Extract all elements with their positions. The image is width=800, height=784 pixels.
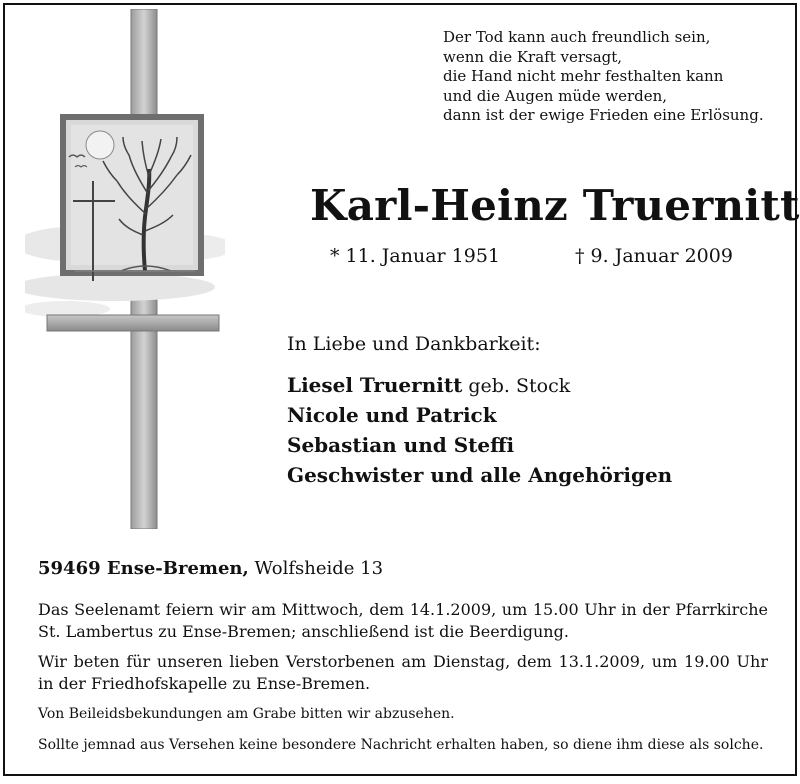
mourner-primary [287, 371, 672, 401]
birth-date: * 11. Januar 1951 [330, 245, 501, 267]
address [38, 558, 383, 579]
mourner-line [287, 461, 672, 491]
poem-line: dann ist der ewige Frieden eine Erlösung. [443, 106, 764, 124]
death-date: † 9. Januar 2009 [575, 245, 733, 267]
address-city: 59469 Ense-Bremen, [38, 558, 249, 579]
poem-line: wenn die Kraft versagt, [443, 47, 623, 66]
mourner-name: Geschwister und alle Angehörigen [287, 463, 673, 487]
cross-tree-sketch-icon [25, 9, 225, 529]
deceased-name: Karl-Heinz Truernitt [310, 181, 800, 230]
mourner-line [287, 431, 672, 461]
condolence-note: Von Beileidsbekundungen am Grabe bitten wir abzusehen. [38, 706, 455, 722]
mourners-intro: In Liebe und Dankbarkeit: [287, 333, 541, 355]
notification-note: Sollte jemnad aus Versehen keine besondere Nachricht erhalten haben, so diene ihm diese als solche. [38, 737, 764, 753]
address-street: Wolfsheide 13 [248, 558, 384, 579]
poem-line: und die Augen müde werden, [443, 86, 668, 105]
poem-line: die Hand nicht mehr festhalten kann [443, 67, 724, 85]
prayer-info: Wir beten für unseren lieben Verstorbenen am Dienstag, dem 13.1.2009, um 19.00 Uhr in der Friedhofskapelle zu Ense-Bremen. [38, 652, 768, 693]
mourner-line [287, 401, 672, 431]
mourner-name: Sebastian und Steffi [287, 433, 515, 457]
requiem-info: Das Seelenamt feiern wir am Mittwoch, dem 14.1.2009, um 15.00 Uhr in der Pfarrkirche St. Lambertus zu Ense-Bremen; anschließend ist die Beerdigung. [38, 600, 768, 641]
mourner-primary-suffix: geb. Stock [462, 375, 571, 397]
poem [443, 28, 764, 126]
obituary-notice [3, 3, 800, 776]
poem-line: Der Tod kann auch freundlich sein, [443, 28, 711, 46]
mourner-primary-name: Liesel Truernitt [287, 373, 463, 397]
mourners-list [287, 371, 672, 491]
mourner-name: Nicole und Patrick [287, 403, 497, 427]
